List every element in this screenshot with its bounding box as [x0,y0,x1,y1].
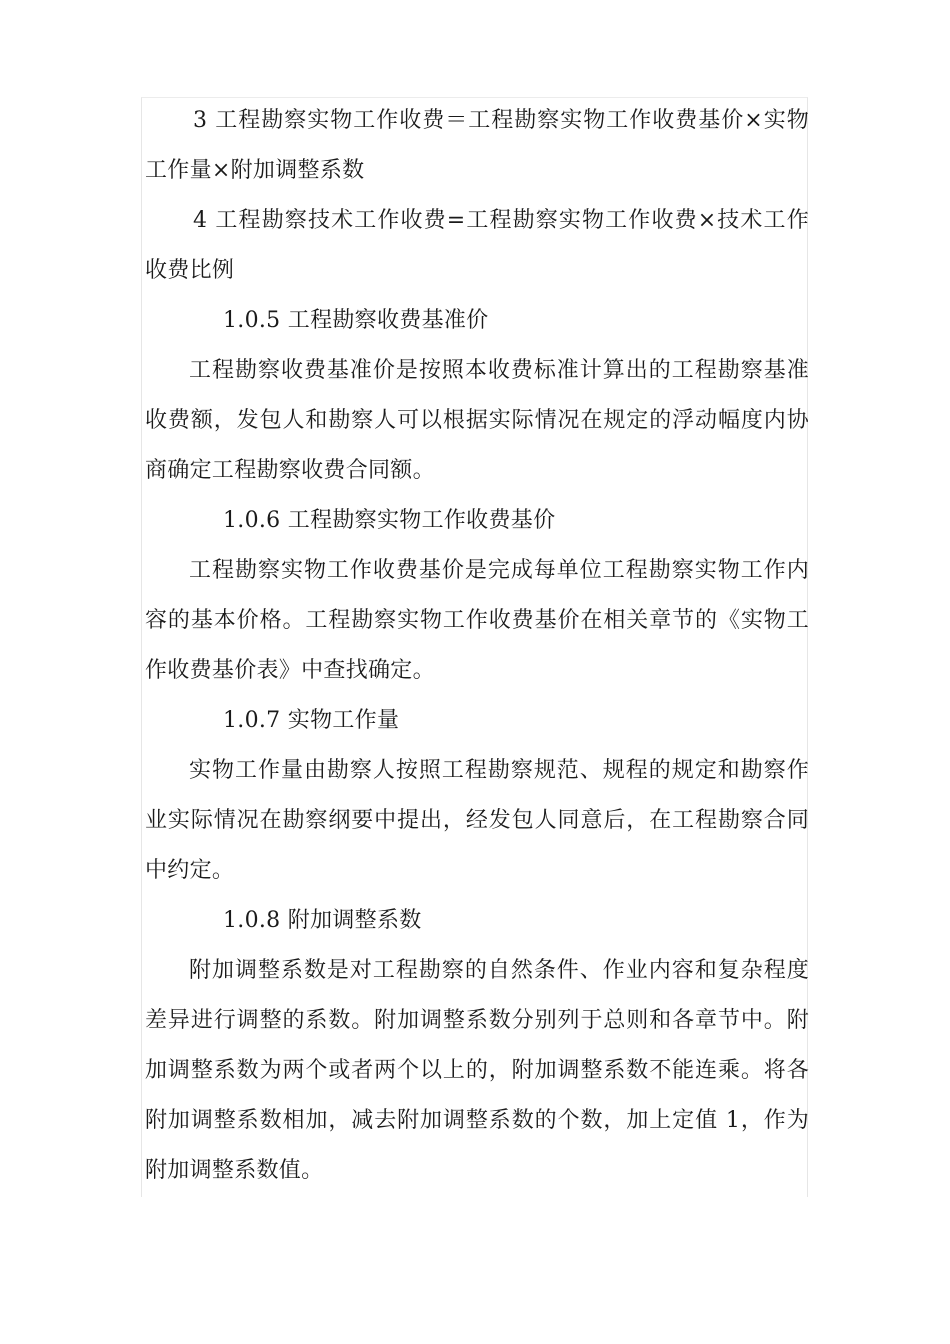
document-body [145,96,809,1196]
section-heading-1-0-6: 1.0.6 工程勘察实物工作收费基价 [223,508,556,533]
section-body-1-0-8: 附加调整系数是对工程勘察的自然条件、作业内容和复杂程度差异进行调整的系数。附加调整系数分别列于总则和各章节中。附加调整系数为两个或者两个以上的，附加调整系数不能连乘。将各附加调整系数相加，减去附加调整系数的个数，加上定值 1，作为附加调整系数值。 [145,958,809,1183]
section-body-1-0-6: 工程勘察实物工作收费基价是完成每单位工程勘察实物工作内容的基本价格。工程勘察实物工作收费基价在相关章节的《实物工作收费基价表》中查找确定。 [145,558,809,683]
section-heading-1-0-8: 1.0.8 附加调整系数 [223,908,422,933]
formula-4: 4 工程勘察技术工作收费=工程勘察实物工作收费×技术工作收费比例 [145,208,809,283]
section-heading-1-0-5: 1.0.5 工程勘察收费基准价 [223,308,489,333]
section-heading-1-0-7: 1.0.7 实物工作量 [223,708,400,733]
section-body-1-0-5: 工程勘察收费基准价是按照本收费标准计算出的工程勘察基准收费额，发包人和勘察人可以根据实际情况在规定的浮动幅度内协商确定工程勘察收费合同额。 [145,358,809,483]
formula-3: 3 工程勘察实物工作收费＝工程勘察实物工作收费基价×实物工作量×附加调整系数 [145,108,809,183]
section-body-1-0-7: 实物工作量由勘察人按照工程勘察规范、规程的规定和勘察作业实际情况在勘察纲要中提出，经发包人同意后，在工程勘察合同中约定。 [145,758,809,883]
